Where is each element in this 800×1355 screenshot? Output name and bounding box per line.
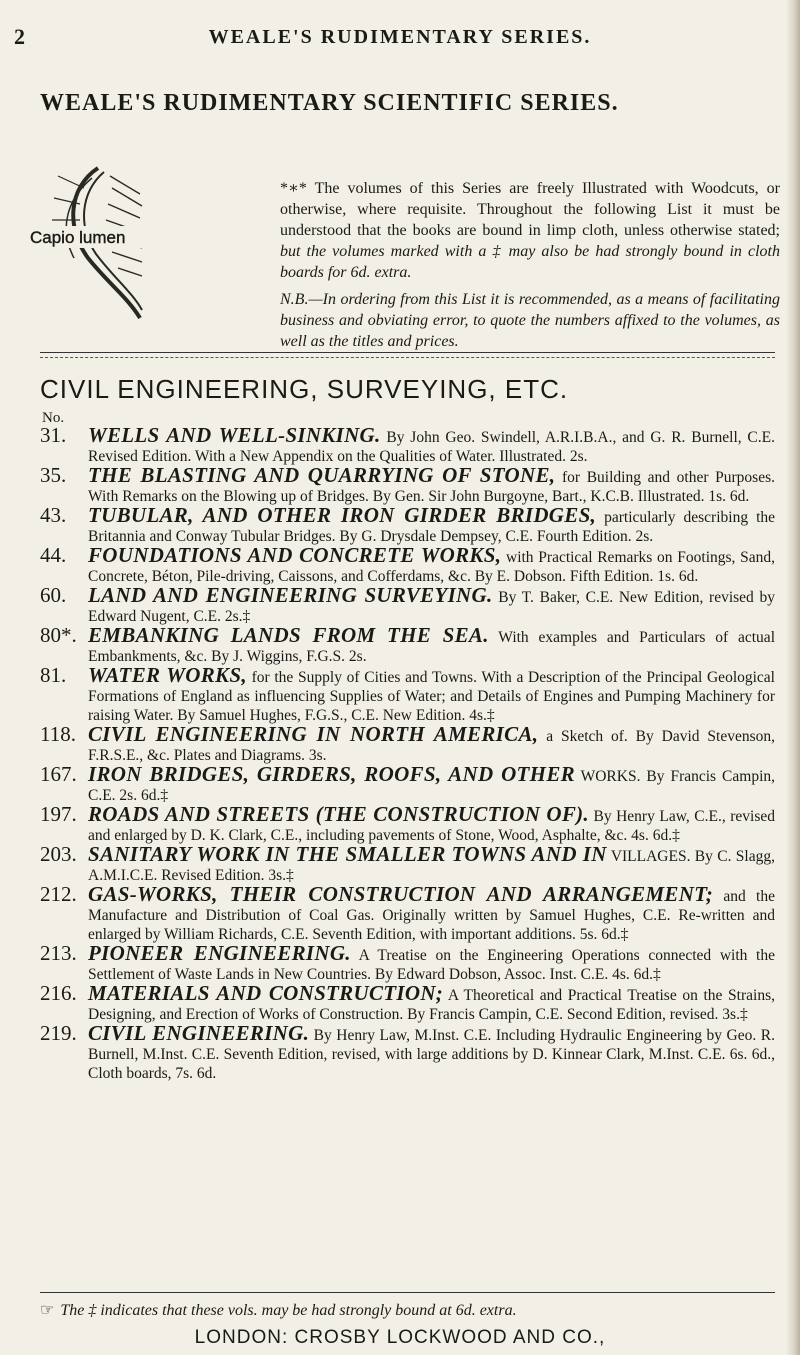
entry-number: 118. [40, 722, 76, 746]
entry-number: 213. [40, 941, 77, 965]
entry-title: ROADS AND STREETS (THE CONSTRUCTION OF). [88, 802, 589, 826]
entry-title: FOUNDATIONS AND CONCRETE WORKS, [88, 543, 502, 567]
catalogue-entry [40, 882, 775, 944]
entry-description: A Treatise on the Engineering Operations connected with the Settlement of Waste Lands in New Countries. By Edward Dobson, Assoc. Inst. C.E. 4s. 6d.‡ [88, 947, 775, 983]
divider-rule-dashed [40, 357, 775, 358]
catalogue-entry [40, 981, 775, 1024]
entry-description: and the Manufacture and Distribution of Coal Gas. Originally written by Samuel Hughes, C.E. Re-written and enlarged by William Richards, C.E. Seventh Edition, with important additions. 5s. 6d.‡ [88, 888, 775, 943]
entry-title: LAND AND ENGINEERING SURVEYING. [88, 583, 493, 607]
page-edge [786, 0, 800, 1355]
entry-number: 203. [40, 842, 77, 866]
entry-title: CIVIL ENGINEERING IN NORTH AMERICA, [88, 722, 539, 746]
entry-description: with Practical Remarks on Footings, Sand, Concrete, Béton, Pile-driving, Caissons, and Cofferdams, &c. By E. Dobson. Fifth Edition. 1s. 6d. [88, 549, 776, 585]
catalogue-entry [40, 463, 775, 506]
series-title: WEALE'S RUDIMENTARY SCIENTIFIC SERIES. [40, 90, 619, 116]
number-column-label: No. [42, 410, 65, 426]
notice-nb-text: N.B.—In ordering from this List it is recommended, as a means of facilitating business and obviating error, to quote the numbers affixed to the volumes, as well as the titles and prices. [280, 291, 780, 350]
entry-description: particularly describing the Britannia and Conway Tubular Bridges. By G. Drysdale Dempsey, C.E. Fourth Edition. 2s. [88, 509, 775, 545]
entry-number: 216. [40, 981, 77, 1005]
entry-title: WELLS AND WELL-SINKING. [88, 423, 381, 447]
entry-title: EMBANKING LANDS FROM THE SEA. [88, 623, 489, 647]
entry-title: IRON BRIDGES, GIRDERS, ROOFS, AND OTHER [88, 762, 575, 786]
entry-title: SANITARY WORK IN THE SMALLER TOWNS AND IN [88, 842, 607, 866]
entry-description: By John Geo. Swindell, A.R.I.B.A., and G. R. Burnell, C.E. Revised Edition. With a New Appendix on the Qualities of Water. Illustrated. 2s. [88, 429, 775, 465]
entry-number: 44. [40, 543, 67, 567]
notice-paragraph-1-start: *∗* The volumes of this Series are freely Illustrated with Woodcuts, or otherwise, where requisite. Throughout the following List it must be understood that the books are bound in limp cloth, unless otherwise stated; [280, 180, 780, 239]
footnote-text: The ‡ indicates that these vols. may be had strongly bound at 6d. extra. [60, 1302, 517, 1319]
catalogue-entry [40, 941, 775, 984]
entry-number: 219. [40, 1021, 77, 1045]
notice-text [280, 178, 780, 358]
entry-description: for Building and other Purposes. With Remarks on the Blowing up of Bridges. By Gen. Sir John Burgoyne, Bart., K.C.B. Illustrated. 1s. 6d. [88, 469, 775, 505]
footnote [40, 1300, 775, 1320]
page-number: 2 [14, 24, 25, 49]
notice-paragraph-2 [280, 289, 780, 352]
catalogue-entry [40, 583, 776, 626]
section-title: CIVIL ENGINEERING, SURVEYING, ETC. [40, 374, 569, 404]
entry-description: By T. Baker, C.E. New Edition, revised by Edward Nugent, C.E. 2s.‡ [88, 589, 776, 625]
entry-title: THE BLASTING AND QUARRYING OF STONE, [88, 463, 556, 487]
pointing-hand-icon: ☞ [40, 1302, 55, 1319]
page-header [0, 24, 800, 54]
catalogue-entry [40, 423, 775, 466]
catalogue-entries [40, 423, 776, 1083]
entry-title: WATER WORKS, [88, 663, 247, 687]
divider-rule [40, 352, 775, 353]
catalogue-entry [40, 623, 775, 666]
capio-lumen-ornament-icon [28, 158, 143, 323]
entry-description: WORKS. By Francis Campin, C.E. 2s. 6d.‡ [88, 768, 775, 804]
entry-number: 43. [40, 503, 67, 527]
entry-description: a Sketch of. By David Stevenson, F.R.S.E., &c. Plates and Diagrams. 3s. [88, 728, 775, 764]
catalogue-entry [40, 842, 775, 885]
catalogue-entry [40, 1021, 775, 1083]
entry-description: By Henry Law, C.E., revised and enlarged by D. K. Clark, C.E., including pavements of Stone, Wood, Asphalte, &c. 4s. 6d.‡ [88, 808, 775, 844]
entry-number: 167. [40, 762, 77, 786]
catalogue-entry [40, 762, 775, 805]
entry-title: TUBULAR, AND OTHER IRON GIRDER BRIDGES, [88, 503, 597, 527]
catalogue-entry [40, 802, 775, 845]
entry-number: 60. [40, 583, 67, 607]
entry-title: PIONEER ENGINEERING. [88, 941, 351, 965]
notice-block [28, 150, 780, 350]
svg-text:Capio lumen: Capio lumen [30, 228, 126, 247]
notice-paragraph-1 [280, 178, 780, 283]
entry-description: A Theoretical and Practical Treatise on the Strains, Designing, and Erection of Works of Construction. By Francis Campin, C.E. Second Edition, revised. 3s.‡ [88, 987, 775, 1023]
entry-number: 80*. [40, 623, 77, 647]
footer-rule [40, 1292, 775, 1293]
catalogue-entry [40, 663, 775, 725]
publisher-imprint: LONDON: CROSBY LOCKWOOD AND CO., [194, 1327, 606, 1348]
entry-description: By Henry Law, M.Inst. C.E. Including Hydraulic Engineering by Geo. R. Burnell, M.Inst. C.E. Seventh Edition, revised, with large additions by D. Kinnear Clark, M.Inst. C.E. 6s. 6d., Cloth boards, 7s. 6d. [88, 1027, 775, 1082]
entry-number: 81. [40, 663, 67, 687]
entry-number: 31. [40, 423, 67, 447]
entry-number: 197. [40, 802, 77, 826]
entry-description: VILLAGES. By C. Slagg, A.M.I.C.E. Revised Edition. 3s.‡ [88, 848, 775, 884]
entry-number: 212. [40, 882, 77, 906]
entry-description: With examples and Particulars of actual Embankments, &c. By J. Wiggins, F.G.S. 2s. [88, 629, 775, 665]
entry-title: GAS-WORKS, THEIR CONSTRUCTION AND ARRANGEMENT; [88, 882, 714, 906]
catalogue-entry [40, 503, 775, 546]
entry-description: for the Supply of Cities and Towns. With a Description of the Principal Geological Formations of England as influencing Supplies of Water; and Details of Engines and Pumping Machinery for raising Water. By Samuel Hughes, F.G.S., C.E. New Edition. 4s.‡ [88, 669, 775, 724]
catalogue-entry [40, 543, 776, 586]
running-title: WEALE'S RUDIMENTARY SERIES. [208, 26, 592, 48]
entry-number: 35. [40, 463, 67, 487]
entry-title: MATERIALS AND CONSTRUCTION; [88, 981, 444, 1005]
catalogue-entry [40, 722, 775, 765]
notice-paragraph-1-italic: but the volumes marked with a ‡ may also be had strongly bound in cloth boards for 6d. extra. [280, 243, 780, 281]
entry-title: CIVIL ENGINEERING. [88, 1021, 310, 1045]
